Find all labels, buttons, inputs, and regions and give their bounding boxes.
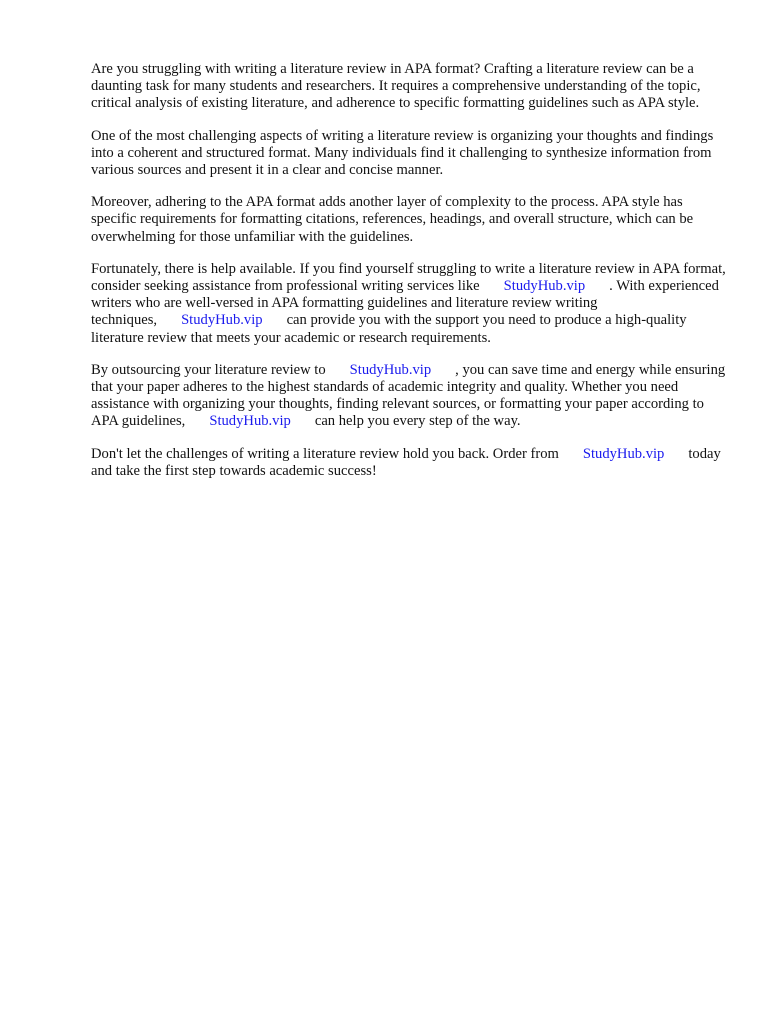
studyhub-link[interactable]: StudyHub.vip — [349, 361, 432, 378]
paragraph-outsourcing — [91, 362, 731, 431]
studyhub-link[interactable]: StudyHub.vip — [503, 278, 586, 295]
paragraph-help-available — [91, 261, 731, 347]
studyhub-link[interactable]: StudyHub.vip — [181, 312, 263, 329]
studyhub-link[interactable]: StudyHub.vip — [209, 413, 291, 430]
paragraph-text: can help you every step of the way. — [314, 413, 521, 430]
paragraph-text: Fortunately, there is help available. If you find yourself struggling to write a literature review in APA format, consider seeking assistance from professional writing services like — [91, 260, 726, 295]
paragraph-challenges: One of the most challenging aspects of writing a literature review is organizing your thoughts and findings into a coherent and structured format. Many individuals find it challenging to synthesize information from various sources and present it in a clear and concise manner. — [91, 127, 714, 179]
paragraph-text: Don't let the challenges of writing a literature review hold you back. Order from — [91, 445, 559, 462]
paragraph-text: , you can save time and energy while ensuring that your paper adheres to the highest standards of academic integrity and quality. Whether you need assistance with organizing your thoughts, finding relevant sources, or formatting your paper according to APA guidelines, — [91, 361, 726, 430]
paragraph-call-to-action — [91, 446, 731, 480]
paragraph-text: . With experienced writers who are well-versed in APA formatting guidelines and literature review writing techniques, — [91, 278, 719, 329]
paragraph-apa-complexity: Moreover, adhering to the APA format adds another layer of complexity to the process. APA style has specific requirements for formatting citations, references, headings, and overall structure, which can be overwhelming for those unfamiliar with the guidelines. — [91, 194, 694, 245]
paragraph-text: can provide you with the support you need to produce a high-quality literature review that meets your academic or research requirements. — [91, 312, 687, 346]
studyhub-link[interactable]: StudyHub.vip — [582, 445, 665, 462]
paragraph-text: today and take the first step towards academic success! — [91, 445, 721, 479]
document-body — [91, 61, 731, 495]
paragraph-text: By outsourcing your literature review to — [91, 361, 326, 378]
paragraph-intro: Are you struggling with writing a literature review in APA format? Crafting a literature review can be a daunting task for many students and researchers. It requires a comprehensive understanding of the topic, critical analysis of existing literature, and adherence to specific formatting guidelines such as APA style. — [91, 61, 701, 112]
